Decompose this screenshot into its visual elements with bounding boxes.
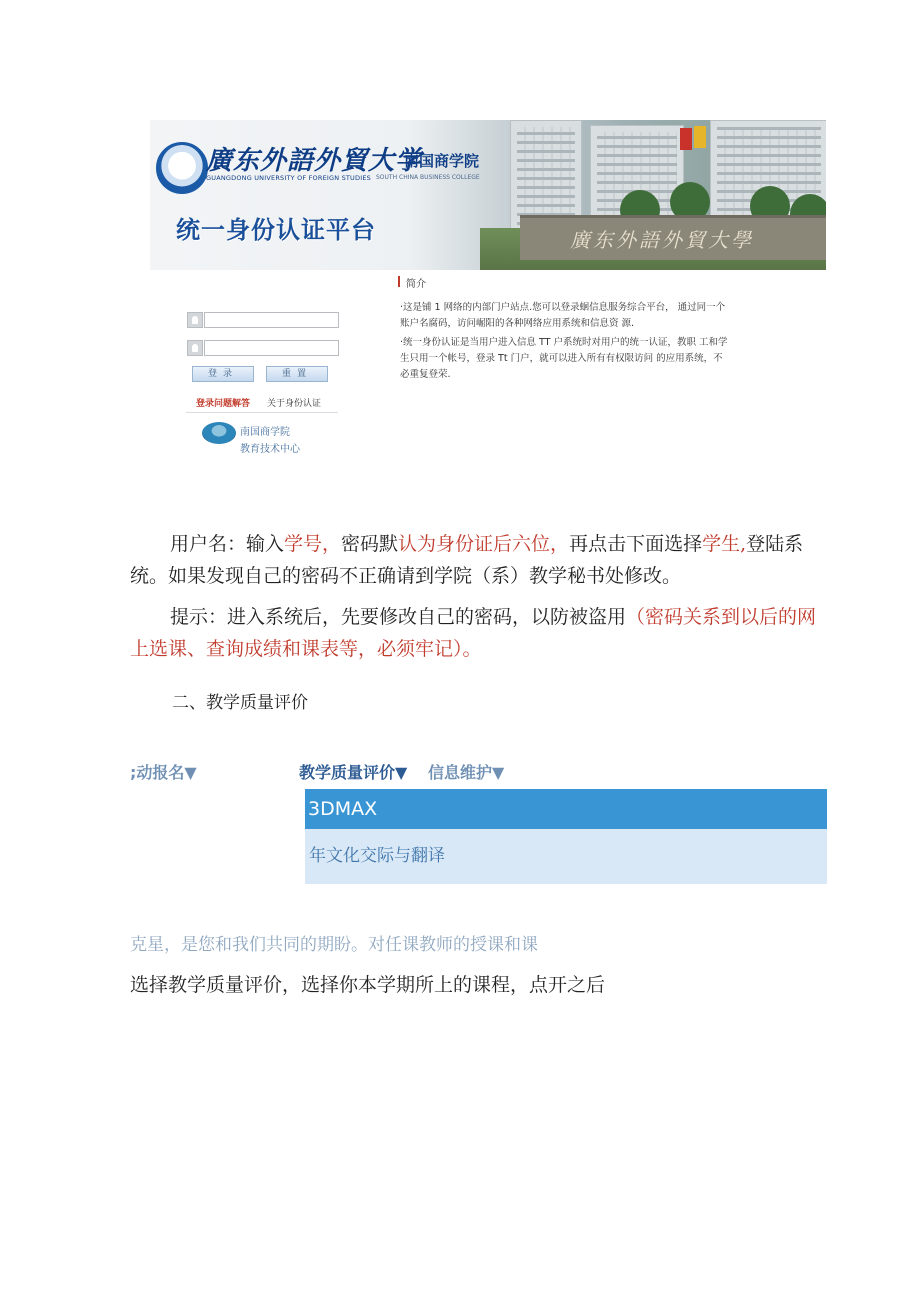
university-name-en: GUANGDONG UNIVERSITY OF FOREIGN STUDIES [206, 174, 371, 182]
college-name-en: SOUTH CHINA BUSINESS COLLEGE [376, 174, 480, 181]
flag-icon [694, 126, 706, 148]
faded-text-line: 克星，是您和我们共同的期盼。对任课教师的授课和课 [130, 935, 538, 955]
evaluation-instruction: 选择教学质量评价，选择你本学期所上的课程，点开之后 [130, 974, 606, 996]
password-row [187, 340, 339, 356]
divider [186, 412, 338, 413]
body-text: 再点击下面选择 [569, 533, 703, 555]
college-name-cn: 南国商学院 [404, 152, 480, 170]
university-name-cn: 廣东外語外貿大学 [206, 146, 423, 176]
highlight-text: 学生, [702, 533, 747, 555]
evaluation-dropdown [305, 789, 827, 884]
platform-title: 统一身份认证平台 [176, 216, 376, 244]
password-input[interactable] [204, 340, 339, 356]
portal-screenshot [150, 120, 826, 465]
about-auth-link[interactable]: 关于身份认证 [267, 399, 322, 409]
menu-signup[interactable]: ;动报名▼ [130, 763, 197, 782]
highlight-text: （密码关系到以后的网上选课、查询成绩和课表等，必须牢记）。 [130, 606, 817, 660]
heading-marker [398, 276, 400, 287]
flag-icon [680, 128, 692, 150]
body-text: 提示：进入系统后，先要修改自己的密码，以防被盗用 [170, 606, 627, 628]
university-logo-icon [156, 142, 208, 194]
password-tip-paragraph [130, 601, 828, 665]
campus-wall-text: 廣东外語外貿大學 [570, 228, 754, 252]
tech-center-name [240, 424, 300, 458]
tech-center-logo-icon [202, 422, 236, 444]
login-instruction-paragraph [130, 528, 828, 592]
highlight-text: 认为身份证后六位， [398, 533, 570, 555]
highlight-text: 学号， [284, 533, 342, 555]
portal-banner [150, 120, 826, 270]
body-text: 登陆系统。如果发现自己的密码不正确请到学院（系）教学秘书处修改。 [130, 533, 804, 587]
tech-center-line1: 南国商学院 [240, 427, 290, 438]
intro-paragraph-2: ·统一身份认证是当用户进入信息 TT 户系统时对用户的统一认证，教职 工和学生只用一个帐号，登录 Tt 门户，就可以进入所有有权限访问 的应用系统，不必重复登荣. [400, 337, 728, 380]
menu-teaching-evaluation[interactable]: 教学质量评价▼ [299, 763, 408, 782]
dropdown-item-course[interactable]: 年文化交际与翻译 [309, 846, 445, 866]
body-text: 密码默 [341, 533, 399, 555]
section-heading: 二、教学质量评价 [172, 693, 308, 713]
username-row [187, 312, 339, 328]
intro-heading: 简介 [406, 279, 426, 290]
tech-center-line2: 教育技术中心 [240, 444, 300, 455]
user-icon [187, 312, 203, 328]
login-button[interactable]: 登录 [192, 366, 254, 382]
username-input[interactable] [204, 312, 339, 328]
faq-link[interactable]: 登录问题解答 [196, 399, 251, 409]
intro-paragraph-1: ·这是铺 1 网络的内部门户站点.您可以登录蛔信息服务综合平台， 通过同一个账户名腐码，访问崛阳的各种网络应用系统和信息资 源. [400, 302, 726, 329]
lock-icon [187, 340, 203, 356]
reset-button[interactable]: 重置 [266, 366, 328, 382]
menu-info-maintenance[interactable]: 信息维护▼ [428, 763, 505, 782]
body-text: 用户名：输入 [170, 533, 285, 555]
dropdown-item-course[interactable]: 3DMAX [305, 789, 827, 829]
